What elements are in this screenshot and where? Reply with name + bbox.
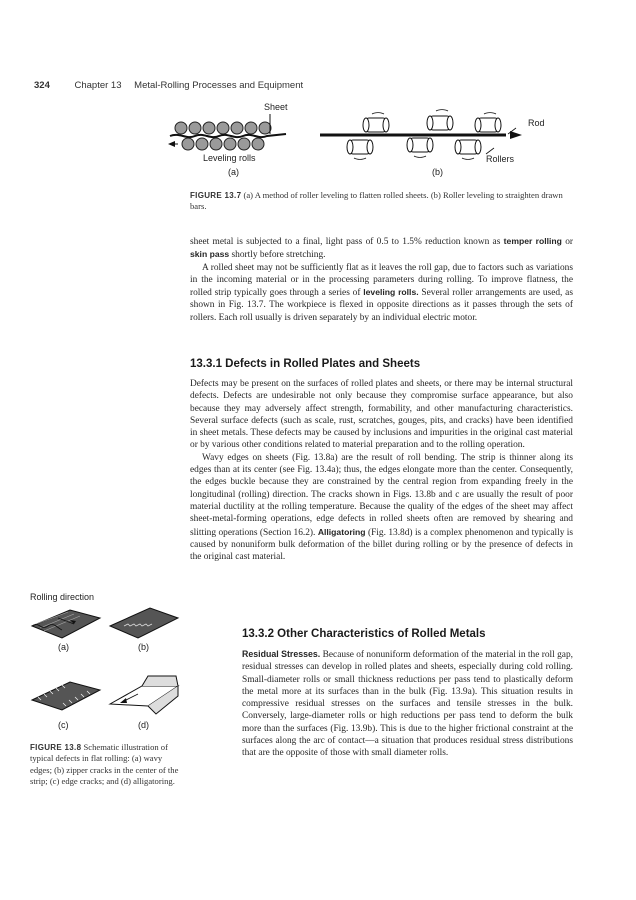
section-13-3-2-text xyxy=(242,648,573,760)
paragraph: Defects may be present on the surfaces of rolled plates and sheets, or there may be internal structural defects. Defects are undesirable not only because they compromise surface appearance, but also because they may adversely affect strength, formability, and other manufacturing characteristics. Several surface defects (such as scale, rust, scratches, gouges, pits, and cracks) have been identified in sheet metals. These defects may be caused by inclusions and impurities in the original cast material or by various other conditions related to material preparation and to the rolling operation. xyxy=(190,379,573,451)
text-run: Several roller arrangements are used, as shown in Fig. 13.7. The workpiece is flexed in opposite directions as it passes through the sets of rollers. Each roll usually is driven separately by an individual electric motor. xyxy=(190,288,573,323)
text-run: sheet metal is subjected to a final, light pass of 0.5 to 1.5% reduction known as xyxy=(190,237,501,247)
label-sheet: Sheet xyxy=(264,102,288,112)
key-term: leveling rolls. xyxy=(363,287,419,298)
section-heading-13-3-2: 13.3.2 Other Characteristics of Rolled Metals xyxy=(242,628,486,640)
fig-13-7-part-b: (b) xyxy=(432,167,443,177)
text-run: shortly before stretching. xyxy=(231,250,326,261)
chapter-label: Chapter 13 xyxy=(74,80,122,91)
page-number: 324 xyxy=(34,80,50,91)
fig-13-8-part-b: (b) xyxy=(138,642,149,652)
label-leveling-rolls: Leveling rolls xyxy=(203,153,256,163)
key-term: Alligatoring xyxy=(317,526,366,537)
label-rollers: Rollers xyxy=(486,154,515,164)
run-in-heading: Residual Stresses. xyxy=(242,649,321,659)
caption-text: (a) A method of roller leveling to flatten rolled sheets. (b) Roller leveling to straighten drawn bars. xyxy=(190,190,563,212)
chapter-title: Metal-Rolling Processes and Equipment xyxy=(134,80,304,91)
text-run: or xyxy=(565,237,574,247)
paragraph xyxy=(190,235,573,262)
fig-13-7-part-a: (a) xyxy=(228,167,239,177)
caption-label: FIGURE 13.7 xyxy=(190,191,242,200)
defect-alligatoring xyxy=(108,674,180,716)
label-rolling-direction: Rolling direction xyxy=(30,592,95,602)
text-run: Wavy edges on sheets (Fig. 13.8a) are the result of roll bending. The strip is thinner along its edges than at its center (see Fig. 13.4a); thus, the edges elongate more than the center. Consequently, the edges buckle because they are constrained by the central region from expanding freely in the longitudinal (rolling) direction. The cracks shown in Figs. 13.8b and c are usually the result of poor material ductility at the rolling temperature. Because the quality of the edges of the sheet may affect sheet-metal-forming operations, edge defects in rolled sheets often are removed by shearing and slitting operations (Section 16.2). xyxy=(190,452,573,538)
defect-edge-cracks xyxy=(30,676,102,714)
figure-13-8 xyxy=(30,590,180,815)
paragraph xyxy=(190,262,573,324)
label-rod: Rod xyxy=(528,118,545,128)
text-run: (Fig. 13.8d) is a complex phenomenon and typically is caused by nonuniform bulk deformation of the billet during rolling or by the presence of defects in the original cast material. xyxy=(190,527,574,563)
caption-label: FIGURE 13.8 xyxy=(30,743,82,752)
text-run: A rolled sheet may not be sufficiently flat as it leaves the roll gap, due to factors such as variations in the incoming material or in the processing parameters during rolling. To improve flatness, the rolled strip typically goes through a series of xyxy=(190,262,573,299)
caption-text: Schematic illustration of typical defects in flat rolling: (a) wavy edges; (b) zipper cracks in the center of the strip; (c) edge cracks; and (d) alligatoring. xyxy=(30,742,179,787)
section-13-3-1-text xyxy=(190,378,573,563)
paragraph xyxy=(242,648,573,760)
key-term: temper rolling xyxy=(503,236,562,246)
fig-13-8-part-a: (a) xyxy=(58,642,69,652)
defect-wavy-edges xyxy=(30,604,102,642)
paragraph xyxy=(190,452,573,564)
fig-13-8-part-c: (c) xyxy=(58,720,69,730)
key-term: skin pass xyxy=(190,249,230,260)
section-heading-13-3-1: 13.3.1 Defects in Rolled Plates and Sheets xyxy=(190,358,421,370)
intro-text xyxy=(190,235,573,324)
figure-13-7-caption xyxy=(190,190,572,213)
defect-zipper-cracks xyxy=(108,604,180,644)
figure-13-7 xyxy=(0,0,636,230)
fig-13-8-part-d: (d) xyxy=(138,720,149,730)
figure-13-8-caption xyxy=(30,742,180,788)
text-run: Because of nonuniform deformation of the material in the roll gap, residual stresses can develop in rolled plates and sheets, especially during cold rolling. Small-diameter rolls or small thickness reductions per pass tend to plastically deform the metal more at its surfaces than in the bulk (Fig. 13.9a). This situation results in compressive residual stresses on the surfaces and tensile stresses in the bulk. Conversely, large-diameter rolls or high reductions per pass tend to deform the bulk more than the surfaces (Fig. 13.9b). This is due to the higher frictional constraint at the surfaces along the arc of contact—a situation that produces residual stress distributions that are the opposite of those with small diameter rolls. xyxy=(242,650,574,759)
